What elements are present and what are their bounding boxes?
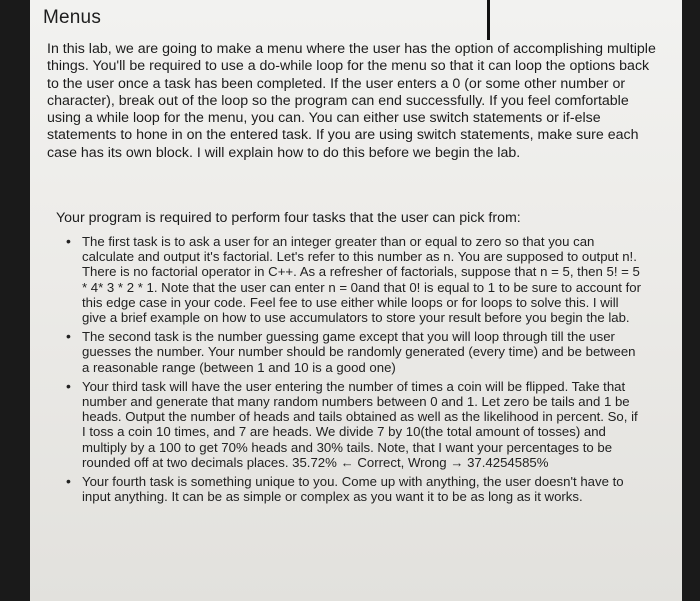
requirement-line: Your program is required to perform four tasks that the user can pick from: (56, 210, 521, 226)
bullet-icon: • (66, 473, 71, 490)
intro-paragraph: In this lab, we are going to make a menu where the user has the option of accomplishing multiple things. You'll be required to use a do-while loop for the menu so that it can loop the options back to the user once a task has been completed. If the user enters a 0 (or some other number or character), break out of the loop so the program can end successfully. If you feel comfortable using a while loop for the menu, you can. You can either use switch statements or if-else statements to hone in on the entered task. If you are using switch statements, make sure each case has its own block. I will explain how to do this before we begin the lab. (47, 41, 656, 161)
document-page (30, 0, 682, 601)
list-item (66, 473, 642, 505)
task-text: The second task is the number guessing game except that you will loop through till the user guesses the number. Your number should be randomly generated (every time) and be between a reasonable range (between 1 and 10 is a good one) (82, 329, 636, 375)
text-cursor (487, 0, 490, 40)
task-text: Your fourth task is something unique to you. Come up with anything, the user doesn't have to input anything. It can be as simple or complex as you want it to be as long as it works. (82, 474, 624, 505)
task-text: The first task is to ask a user for an integer greater than or equal to zero so that you can calculate and output it's factorial. Let's refer to this number as n. You are supposed to output n!. There is no factorial operator in C++. As a refresher of factorials, suppose that n = 5, then 5! = 5 * 4* 3 * 2 * 1. Note that the user can enter n = 0and that 0! is equal to 1 to be sure to account for this edge case in your code. Feel fee to use either while loops or for loops to solve this. I will give a brief example on how to use accumulators to store your result before you begin the lab. (82, 234, 642, 326)
list-item (66, 233, 642, 326)
page-title: Menus (43, 7, 102, 28)
list-item (66, 377, 642, 470)
bullet-icon: • (66, 233, 71, 249)
bullet-icon: • (66, 377, 71, 394)
task-list (66, 233, 642, 508)
bullet-icon: • (66, 328, 71, 345)
task-text: Your third task will have the user entering the number of times a coin will be flipped. Take that number and generate that many random numbers between 0 and 1. Let zero be tails and 1 be heads. Output the number of heads and tails obtained as well as the likelihood in percent. So, if I toss a coin 10 times, and 7 are heads. We divide 7 by 10(the total amount of tosses) and multiply by a 100 to get 70% heads and 30% tails. Note, that I want your percentages to be rounded off at two decimals places. 35.72% ← Correct, Wrong → 37.4254585% (82, 378, 638, 470)
list-item (66, 328, 642, 375)
